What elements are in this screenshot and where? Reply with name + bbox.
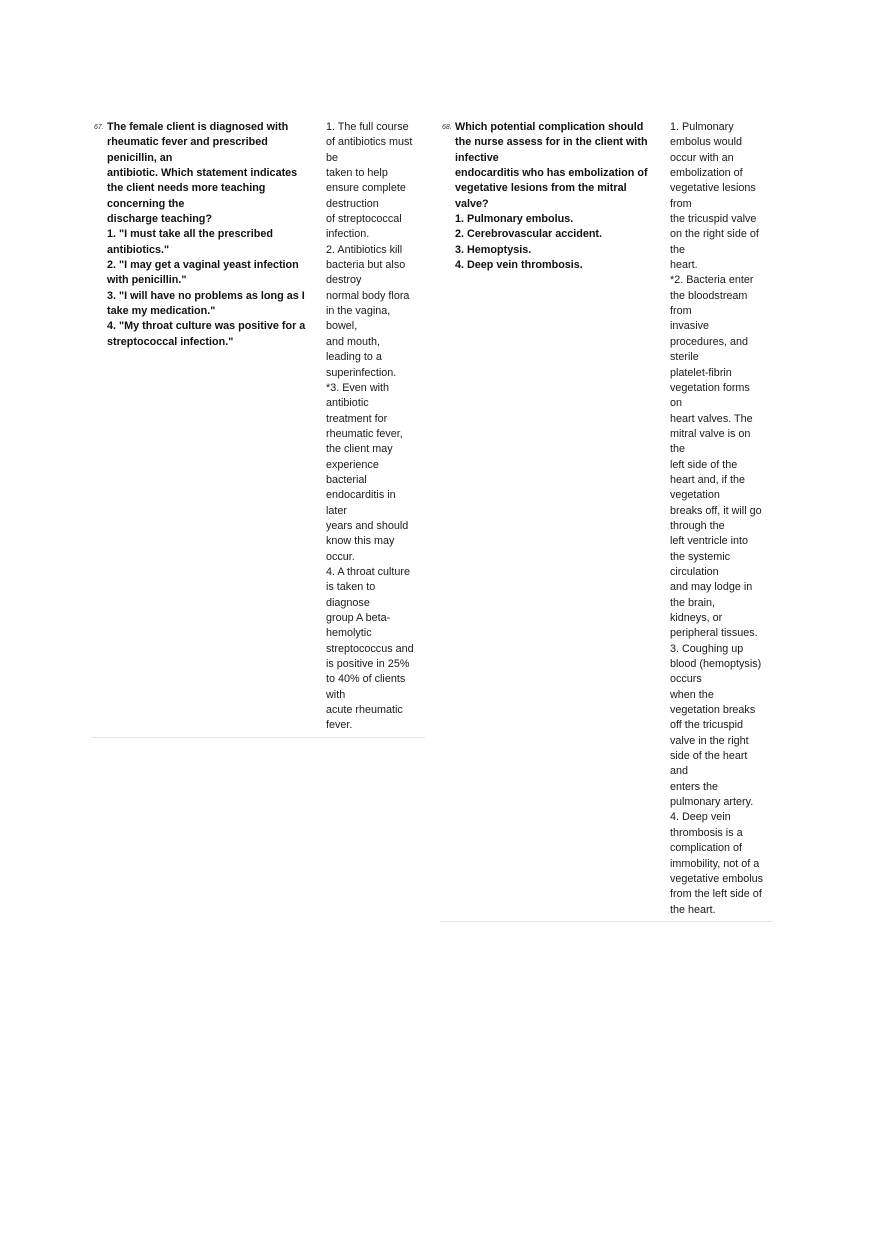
text-line: the client may (326, 443, 393, 456)
text-line: 3. Coughing up (670, 642, 744, 655)
text-line: be (326, 151, 339, 164)
text-line: antibiotic (326, 397, 369, 410)
text-line: streptococcus and (326, 642, 414, 655)
text-line: concerning the (107, 197, 185, 210)
text-line: side of the heart (670, 750, 748, 763)
text-line: vegetation (670, 489, 720, 502)
answer-67-rationale (326, 120, 424, 734)
text-line: know this may (326, 535, 395, 548)
text-line: destroy (326, 274, 362, 287)
text-line: enters the (670, 780, 719, 793)
text-line: circulation (670, 565, 719, 578)
text-line: left side of the (670, 458, 738, 471)
answer-68-rationale (670, 120, 773, 918)
text-line: vegetative lesions from the mitral (455, 182, 627, 195)
text-line: superinfection. (326, 366, 397, 379)
text-line: taken to help (326, 167, 388, 180)
text-line: 1. Pulmonary (670, 121, 734, 133)
text-line: infection. (326, 228, 370, 241)
text-line: *2. Bacteria enter (670, 274, 754, 287)
text-line: is positive in 25% (326, 658, 410, 671)
text-line: and mouth, (326, 335, 381, 348)
text-line: is taken to (326, 581, 376, 594)
text-line: heart. (670, 259, 698, 272)
text-line: years and should (326, 519, 409, 532)
text-line: sterile (670, 351, 699, 364)
text-line: the nurse assess for in the client with (455, 136, 648, 149)
text-line: penicillin, an (107, 151, 173, 164)
text-line: with penicillin." (107, 274, 187, 287)
text-line: hemolytic (326, 627, 372, 640)
text-line: infective (455, 151, 499, 164)
text-line: from (670, 305, 692, 318)
text-line: valve? (455, 197, 489, 210)
text-line: off the tricuspid (670, 719, 744, 732)
text-line: peripheral tissues. (670, 627, 758, 640)
text-line: of streptococcal (326, 213, 402, 226)
text-line: 4. Deep vein (670, 811, 731, 824)
text-line: vegetation forms (670, 381, 750, 394)
text-line: *3. Even with (326, 381, 390, 394)
text-line: the heart. (670, 903, 716, 916)
text-line: occur. (326, 550, 355, 563)
text-line: streptococcal infection." (107, 335, 234, 348)
text-line: thrombosis is a (670, 826, 743, 839)
text-line: through the (670, 519, 725, 532)
question-67-text (107, 120, 322, 350)
text-line: pulmonary artery. (670, 796, 754, 809)
text-line: the (670, 243, 686, 256)
text-line: antibiotics." (107, 243, 170, 256)
text-line: endocarditis who has embolization of (455, 167, 648, 180)
text-line: immobility, not of a (670, 857, 760, 870)
text-line: heart and, if the (670, 473, 746, 486)
text-line: vegetation breaks (670, 704, 756, 717)
text-line: normal body flora (326, 289, 410, 302)
text-line: fever. (326, 719, 353, 732)
text-line: 1. "I must take all the prescribed (107, 228, 273, 241)
text-line: and may lodge in (670, 581, 753, 594)
text-line: 4. "My throat culture was positive for a (107, 320, 306, 333)
text-line: acute rheumatic (326, 704, 403, 717)
text-line: embolization of (670, 167, 743, 180)
text-line: occur with an (670, 151, 734, 164)
text-line: 1. Pulmonary embolus. (455, 213, 574, 226)
text-line: bowel, (326, 320, 358, 333)
text-line: embolus would (670, 136, 743, 149)
text-line: mitral valve is on (670, 427, 751, 440)
text-line: 4. Deep vein thrombosis. (455, 259, 583, 272)
text-line: the tricuspid valve (670, 213, 757, 226)
text-line: destruction (326, 197, 379, 210)
text-line: the client needs more teaching (107, 182, 266, 195)
text-line: in the vagina, (326, 305, 391, 318)
text-line: 2. "I may get a vaginal yeast infection (107, 259, 299, 272)
text-line: from the left side of (670, 888, 762, 901)
text-line: treatment for (326, 412, 388, 425)
text-line: 3. "I will have no problems as long as I (107, 289, 305, 302)
text-line: 1. The full course (326, 121, 409, 133)
text-line: invasive (670, 320, 710, 333)
text-line: 2. Cerebrovascular accident. (455, 228, 603, 241)
question-68-column (440, 120, 665, 273)
answer-67-text (326, 120, 424, 734)
text-line: when the (670, 688, 714, 701)
question-68-table (440, 120, 773, 922)
text-line: the systemic (670, 550, 730, 563)
text-line: occurs (670, 673, 702, 686)
text-line: take my medication." (107, 305, 216, 318)
text-line: rheumatic fever and prescribed (107, 136, 268, 149)
text-line: kidneys, or (670, 612, 723, 624)
text-line: the brain, (670, 596, 716, 609)
question-68-number: 68. (442, 124, 452, 131)
text-line: blood (hemoptysis) (670, 658, 762, 671)
text-line: ensure complete (326, 182, 406, 195)
text-line: later (326, 504, 348, 517)
text-line: The female client is diagnosed with (107, 121, 289, 133)
question-67-number: 67. (94, 124, 104, 131)
text-line: endocarditis in (326, 489, 396, 502)
text-line: vegetative embolus (670, 872, 764, 885)
text-line: vegetative lesions (670, 182, 756, 195)
text-line: Which potential complication should (455, 121, 644, 133)
text-line: 3. Hemoptysis. (455, 243, 532, 256)
text-line: the (670, 443, 686, 456)
text-line: to 40% of clients (326, 673, 406, 686)
answer-68-text (670, 120, 773, 918)
text-line: rheumatic fever, (326, 427, 403, 440)
text-line: heart valves. The (670, 412, 753, 425)
text-line: 4. A throat culture (326, 565, 411, 578)
text-line: left ventricle into (670, 535, 749, 548)
text-line: discharge teaching? (107, 213, 212, 226)
text-line: of antibiotics must (326, 136, 413, 149)
text-line: the bloodstream (670, 289, 748, 302)
text-line: with (326, 688, 346, 701)
text-line: antibiotic. Which statement indicates (107, 167, 298, 180)
text-line: bacteria but also (326, 259, 406, 272)
text-line: procedures, and (670, 335, 749, 348)
text-line: diagnose (326, 596, 370, 609)
text-line: bacterial (326, 473, 367, 486)
text-line: breaks off, it will go (670, 504, 762, 517)
text-line: 2. Antibiotics kill (326, 243, 403, 256)
text-line: experience (326, 458, 379, 471)
text-line: platelet-fibrin (670, 366, 732, 379)
text-line: on (670, 397, 683, 410)
text-line: complication of (670, 842, 743, 855)
question-67-column (92, 120, 322, 350)
text-line: from (670, 197, 692, 210)
text-line: leading to a (326, 351, 382, 364)
text-line: valve in the right (670, 734, 749, 747)
question-68-text (455, 120, 665, 273)
text-line: on the right side of (670, 228, 759, 241)
question-67-table (92, 120, 425, 738)
text-line: group A beta- (326, 612, 391, 624)
text-line: and (670, 765, 689, 778)
